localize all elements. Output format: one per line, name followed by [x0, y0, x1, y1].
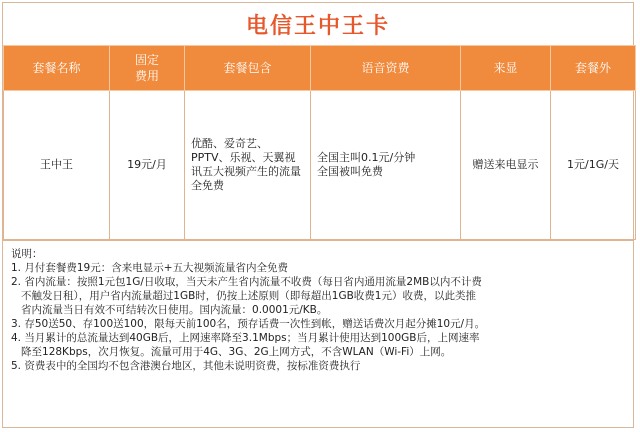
notes-section	[3, 240, 633, 373]
header-caller-id: 来显	[461, 46, 551, 91]
cell-voice-rate: 全国主叫0.1元/分钟 全国被叫免费	[311, 91, 461, 240]
cell-fixed-fee: 19元/月	[110, 91, 185, 240]
note-line: 降至128Kbps，次月恢复。流量可用于4G、3G、2G上网方式，不含WLAN（Wi-Fi）上网。	[11, 346, 452, 358]
table-header-row	[4, 46, 636, 91]
header-plan-name: 套餐名称	[4, 46, 110, 91]
notes-label: 说明：	[11, 248, 43, 260]
cell-plan-name: 王中王	[4, 91, 110, 240]
header-plan-contents: 套餐包含	[185, 46, 311, 91]
note-line: 1. 月付套餐费19元：含来电显示+五大视频流量省内全免费	[11, 262, 289, 274]
cell-overage: 1元/1G/天	[551, 91, 636, 240]
note-line: 4. 当月累计的总流量达到40GB后，上网速率降至3.1Mbps；当月累计使用达到100GB后，上网速率	[11, 332, 480, 344]
plan-card	[2, 2, 634, 428]
title-bar	[3, 3, 633, 45]
header-voice-rate: 语音资费	[311, 46, 461, 91]
header-fixed-fee: 固定 费用	[110, 46, 185, 91]
note-line: 2. 省内流量：按照1元包1G/日收取，当天未产生省内流量不收费（每日省内通用流量2MB以内不计费	[11, 276, 482, 288]
plan-table	[3, 45, 636, 240]
note-line: 省内流量当日有效不可结转次日使用。国内流量：0.0001元/KB。	[11, 304, 328, 316]
note-line: 5. 资费表中的全国均不包含港澳台地区，其他未说明资费，按标准资费执行	[11, 360, 361, 372]
cell-caller-id: 赠送来电显示	[461, 91, 551, 240]
cell-plan-contents: 优酷、爱奇艺、PPTV、乐视、天翼视讯五大视频产生的流量全免费	[185, 91, 311, 240]
note-line: 3. 存50送50、存100送100，限每天前100名，预存话费一次性到帐，赠送话费次月起分摊10元/月。	[11, 318, 486, 330]
table-row	[4, 91, 636, 240]
note-line: 不触发日租），用户省内流量超过1GB时，仍按上述原则（即每超出1GB收费1元）收费，以此类推	[11, 290, 476, 302]
header-overage: 套餐外	[551, 46, 636, 91]
page-title: 电信王中王卡	[245, 13, 390, 39]
notes-list	[11, 261, 627, 373]
